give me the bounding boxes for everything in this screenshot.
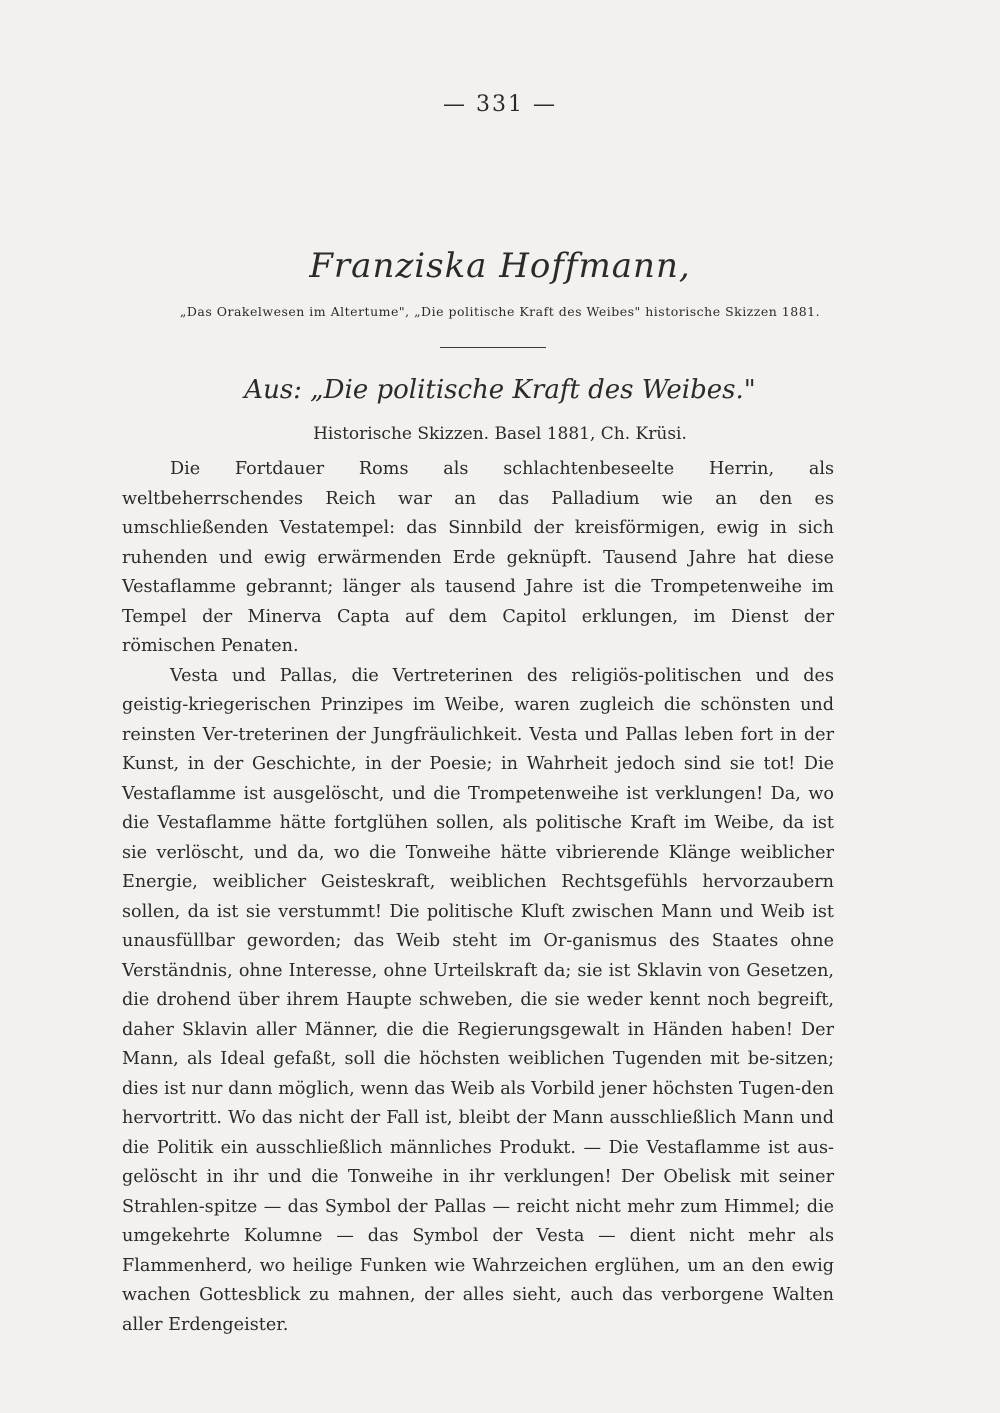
paragraph: Die Fortdauer Roms als schlachtenbeseelte Herrin, als weltbeherrschendes Reich war an das Palladium wie an den es umschließenden Vestatempel: das Sinnbild der kreisförmigen, ewig in sich ruhenden und ewig erwärmenden Erde geknüpft. Tausend Jahre hat diese Vestaflamme gebrannt; länger als tausend Jahre ist die Trompetenweihe im Tempel der Minerva Capta auf dem Capitol erklungen, im Dienst der römischen Penaten. (122, 459, 834, 656)
author-works: „Das Orakelwesen im Altertume", „Die politische Kraft des Weibes" historische Skizzen 1881. (179, 304, 821, 319)
section-subtitle: Historische Skizzen. Basel 1881, Ch. Krüsi. (313, 424, 687, 444)
section-title: Aus: „Die politische Kraft des Weibes." (244, 375, 756, 405)
page-number: — 331 — (443, 92, 557, 117)
author-name: Franziska Hoffmann, (309, 246, 691, 286)
section-divider (440, 347, 546, 348)
paragraph: Vesta und Pallas, die Vertreterinen des religiös-politischen und des geistig-kriegerischen Prinzipes im Weibe, waren zugleich die schönsten und reinsten Ver-treterinen der Jungfräulichkeit. Vesta und Pallas leben fort in der Kunst, in der Geschichte, in der Poesie; in Wahrheit jedoch sind sie tot! Die Vestaflamme ist ausgelöscht, und die Trompetenweihe ist verklungen! Da, wo die Vestaflamme hätte fortglühen sollen, als politische Kraft im Weibe, da ist sie verlöscht, und da, wo die Tonweihe hätte vibrierende Klänge weiblicher Energie, weiblicher Geisteskraft, weiblichen Rechtsgefühls hervorzaubern sollen, da ist sie verstummt! Die politische Kluft zwischen Mann und Weib ist unausfüllbar geworden; das Weib steht im Or-ganismus des Staates ohne Verständnis, ohne Interesse, ohne Urteilskraft da; sie ist Sklavin von Gesetzen, die drohend über ihrem Haupte schweben, die sie weder kennt noch begreift, daher Sklavin aller Männer, die die Regierungsgewalt in Händen haben! Der Mann, als Ideal gefaßt, soll die höchsten weiblichen Tugenden mit be-sitzen; dies ist nur dann möglich, wenn das Weib als Vorbild jener höchsten Tugen-den hervortritt. Wo das nicht der Fall ist, bleibt der Mann ausschließlich Mann und die Politik ein ausschließlich männliches Produkt. — Die Vestaflamme ist aus-gelöscht in ihr und die Tonweihe in ihr verklungen! Der Obelisk mit seiner Strahlen-spitze — das Symbol der Pallas — reicht nicht mehr zum Himmel; die umgekehrte Kolumne — das Symbol der Vesta — dient nicht mehr als Flammenherd, wo heilige Funken wie Wahrzeichen erglühen, um an den ewig wachen Gottesblick zu mahnen, der alles sieht, auch das verborgene Walten aller Erdengeister. (122, 665, 834, 1335)
body-text (122, 455, 834, 1340)
